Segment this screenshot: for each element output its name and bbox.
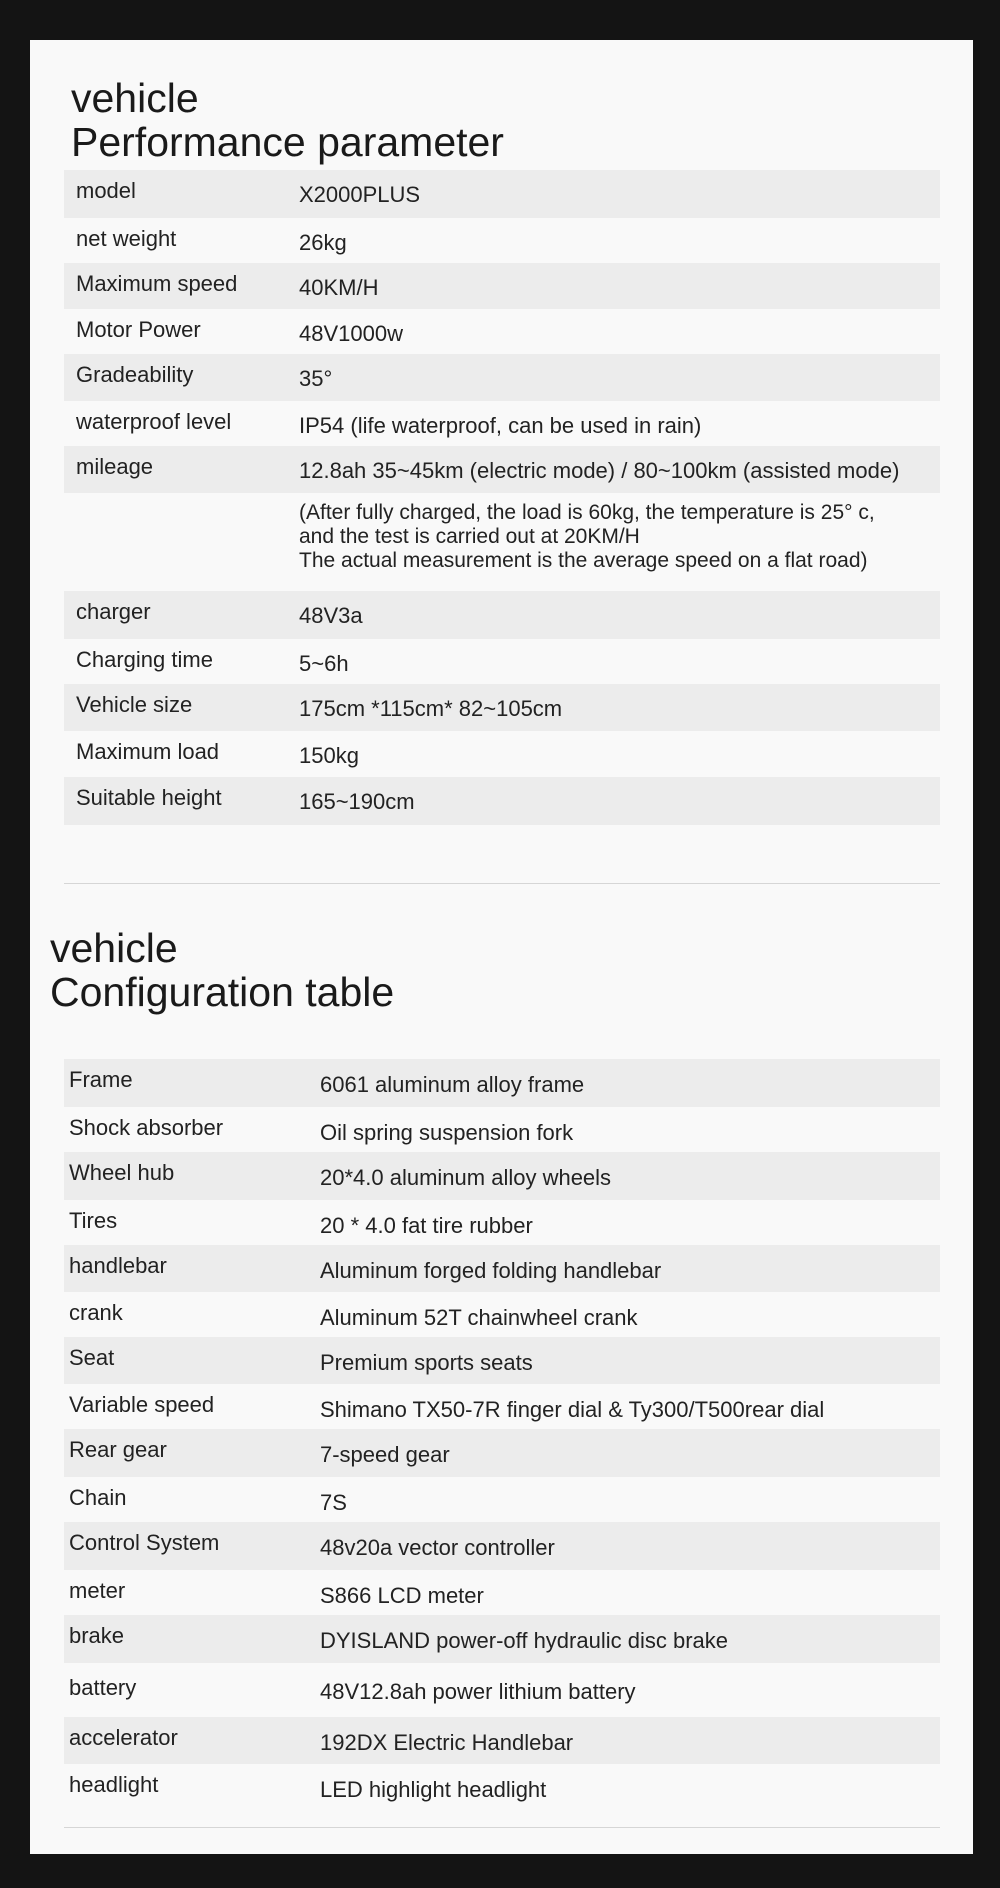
row-value: LED highlight headlight xyxy=(320,1777,547,1802)
performance-title xyxy=(71,76,504,164)
row-label: Maximum speed xyxy=(76,271,238,296)
row-label: crank xyxy=(69,1300,123,1325)
row-value: 165~190cm xyxy=(299,789,415,814)
row-value: 5~6h xyxy=(299,651,349,676)
row-label: Variable speed xyxy=(69,1392,215,1417)
row-label: handlebar xyxy=(69,1253,167,1278)
table-row xyxy=(64,1292,940,1337)
row-value: 7-speed gear xyxy=(320,1442,450,1467)
row-label: Seat xyxy=(69,1345,115,1370)
row-label: net weight xyxy=(76,226,177,251)
row-label: Shock absorber xyxy=(69,1115,224,1140)
mileage-note-row xyxy=(64,493,940,591)
table-row xyxy=(64,1663,940,1717)
table-row xyxy=(64,731,940,777)
mileage-note-line: and the test is carried out at 20KM/H xyxy=(299,525,640,548)
row-label: Control System xyxy=(69,1530,220,1555)
row-label: charger xyxy=(76,599,151,624)
performance-table xyxy=(64,170,940,825)
table-row xyxy=(64,1764,940,1812)
row-label: meter xyxy=(69,1578,126,1603)
row-label: headlight xyxy=(69,1772,159,1797)
table-row xyxy=(64,639,940,684)
mileage-note xyxy=(299,501,875,573)
row-label: mileage xyxy=(76,454,154,479)
table-row xyxy=(64,1107,940,1152)
table-row xyxy=(64,1615,940,1663)
row-label: accelerator xyxy=(69,1725,178,1750)
row-value: Premium sports seats xyxy=(320,1350,533,1375)
table-row xyxy=(64,354,940,401)
table-row xyxy=(64,263,940,309)
bottom-divider xyxy=(64,1827,940,1828)
row-value: 6061 aluminum alloy frame xyxy=(320,1072,585,1097)
table-row xyxy=(64,1570,940,1615)
row-label: brake xyxy=(69,1623,125,1648)
table-row xyxy=(64,1059,940,1107)
configuration-table xyxy=(64,1059,940,1812)
row-value: X2000PLUS xyxy=(299,182,421,207)
table-row xyxy=(64,1429,940,1477)
row-value: 175cm *115cm* 82~105cm xyxy=(299,696,563,721)
row-label: Wheel hub xyxy=(69,1160,175,1185)
row-label: Tires xyxy=(69,1208,118,1233)
mileage-note-line: (After fully charged, the load is 60kg, the temperature is 25° c, xyxy=(299,501,875,524)
table-row xyxy=(64,1245,940,1292)
table-row xyxy=(64,1477,940,1522)
table-row xyxy=(64,1384,940,1429)
table-row xyxy=(64,401,940,446)
row-value: Shimano TX50-7R finger dial & Ty300/T500rear dial xyxy=(320,1397,825,1422)
table-row xyxy=(64,170,940,218)
table-row xyxy=(64,446,940,493)
row-label: Chain xyxy=(69,1485,127,1510)
table-row xyxy=(64,1337,940,1384)
table-row xyxy=(64,1200,940,1245)
row-value: 48V1000w xyxy=(299,321,403,346)
row-label: Rear gear xyxy=(69,1437,167,1462)
row-label: waterproof level xyxy=(76,409,232,434)
mileage-note-line: The actual measurement is the average speed on a flat road) xyxy=(299,549,868,572)
row-label: Frame xyxy=(69,1067,133,1092)
row-label: Vehicle size xyxy=(76,692,193,717)
row-value: 48V12.8ah power lithium battery xyxy=(320,1679,636,1704)
row-value: 35° xyxy=(299,366,333,391)
performance-title-line2: Performance parameter xyxy=(71,119,504,165)
row-value: 20 * 4.0 fat tire rubber xyxy=(320,1213,533,1238)
row-value: 40KM/H xyxy=(299,275,379,300)
row-value: 48V3a xyxy=(299,603,363,628)
row-label: Gradeability xyxy=(76,362,194,387)
configuration-title xyxy=(50,926,394,1014)
section-divider xyxy=(64,883,940,884)
row-label: battery xyxy=(69,1675,137,1700)
table-row xyxy=(64,777,940,825)
row-value: 26kg xyxy=(299,230,347,255)
table-row xyxy=(64,309,940,354)
row-value: 48v20a vector controller xyxy=(320,1535,555,1560)
table-row xyxy=(64,218,940,263)
table-row xyxy=(64,1522,940,1570)
table-row xyxy=(64,591,940,639)
spec-sheet xyxy=(30,40,973,1854)
table-row xyxy=(64,684,940,731)
row-value: Aluminum 52T chainwheel crank xyxy=(320,1305,638,1330)
row-value: S866 LCD meter xyxy=(320,1583,484,1608)
row-value: IP54 (life waterproof, can be used in rain) xyxy=(299,413,702,438)
configuration-title-line2: Configuration table xyxy=(50,969,395,1015)
row-value: 7S xyxy=(320,1490,347,1515)
row-label: Suitable height xyxy=(76,785,222,810)
row-label: Charging time xyxy=(76,647,213,672)
row-value: 192DX Electric Handlebar xyxy=(320,1730,574,1755)
row-value: 150kg xyxy=(299,743,359,768)
row-value: 20*4.0 aluminum alloy wheels xyxy=(320,1165,612,1190)
performance-title-line1: vehicle xyxy=(71,75,199,121)
configuration-title-line1: vehicle xyxy=(50,925,178,971)
row-value: Aluminum forged folding handlebar xyxy=(320,1258,662,1283)
row-value: 12.8ah 35~45km (electric mode) / 80~100km (assisted mode) xyxy=(299,458,900,483)
row-label: model xyxy=(76,178,136,203)
table-row xyxy=(64,1152,940,1200)
row-label: Motor Power xyxy=(76,317,201,342)
table-row xyxy=(64,1717,940,1764)
row-label: Maximum load xyxy=(76,739,220,764)
row-value: Oil spring suspension fork xyxy=(320,1120,574,1145)
row-value: DYISLAND power-off hydraulic disc brake xyxy=(320,1628,728,1653)
